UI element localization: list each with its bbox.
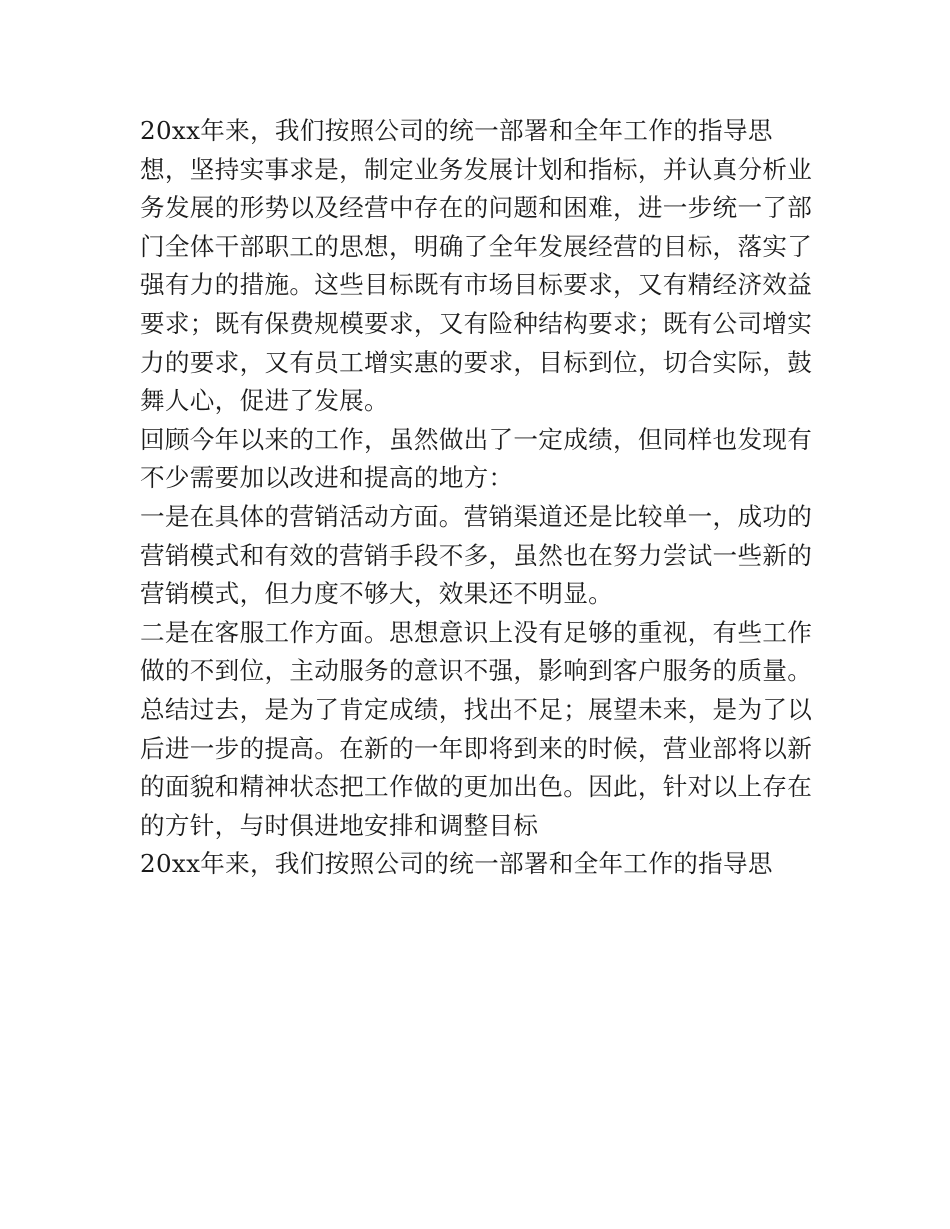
text-line: 20xx年来，我们按照公司的统一部署和全年工作的指导思	[140, 116, 773, 145]
text-line: 要求；既有保费规模要求，又有险种结构要求；既有公司增实	[140, 308, 812, 338]
text-line: 不少需要加以改进和提高的地方：	[140, 463, 514, 493]
document-body	[140, 112, 812, 884]
text-line: 总结过去，是为了肯定成绩，找出不足；展望未来，是为了以	[140, 694, 812, 724]
text-line: 务发展的形势以及经营中存在的问题和困难，进一步统一了部	[140, 193, 812, 223]
text-line: 想，坚持实事求是，制定业务发展计划和指标，并认真分析业	[140, 154, 812, 184]
text-line: 后进一步的提高。在新的一年即将到来的时候，营业部将以新	[140, 733, 812, 763]
text-line: 的方针，与时俱进地安排和调整目标	[140, 810, 539, 840]
text-line: 二是在客服工作方面。思想意识上没有足够的重视，有些工作	[140, 617, 812, 647]
text-line: 舞人心，促进了发展。	[140, 386, 389, 416]
text-line: 营销模式和有效的营销手段不多，虽然也在努力尝试一些新的	[140, 540, 812, 570]
text-line: 做的不到位，主动服务的意识不强，影响到客户服务的质量。	[140, 656, 812, 686]
text-line: 强有力的措施。这些目标既有市场目标要求，又有精经济效益	[140, 270, 812, 300]
text-line: 力的要求，又有员工增实惠的要求，目标到位，切合实际，鼓	[140, 347, 812, 377]
text-line: 一是在具体的营销活动方面。营销渠道还是比较单一，成功的	[140, 501, 812, 531]
text-line: 营销模式，但力度不够大，效果还不明显。	[140, 579, 613, 609]
text-line: 20xx年来，我们按照公司的统一部署和全年工作的指导思	[140, 849, 773, 879]
text-line: 回顾今年以来的工作，虽然做出了一定成绩，但同样也发现有	[140, 424, 812, 454]
text-line: 门全体干部职工的思想，明确了全年发展经营的目标，落实了	[140, 231, 812, 261]
text-line: 的面貌和精神状态把工作做的更加出色。因此，针对以上存在	[140, 772, 812, 802]
